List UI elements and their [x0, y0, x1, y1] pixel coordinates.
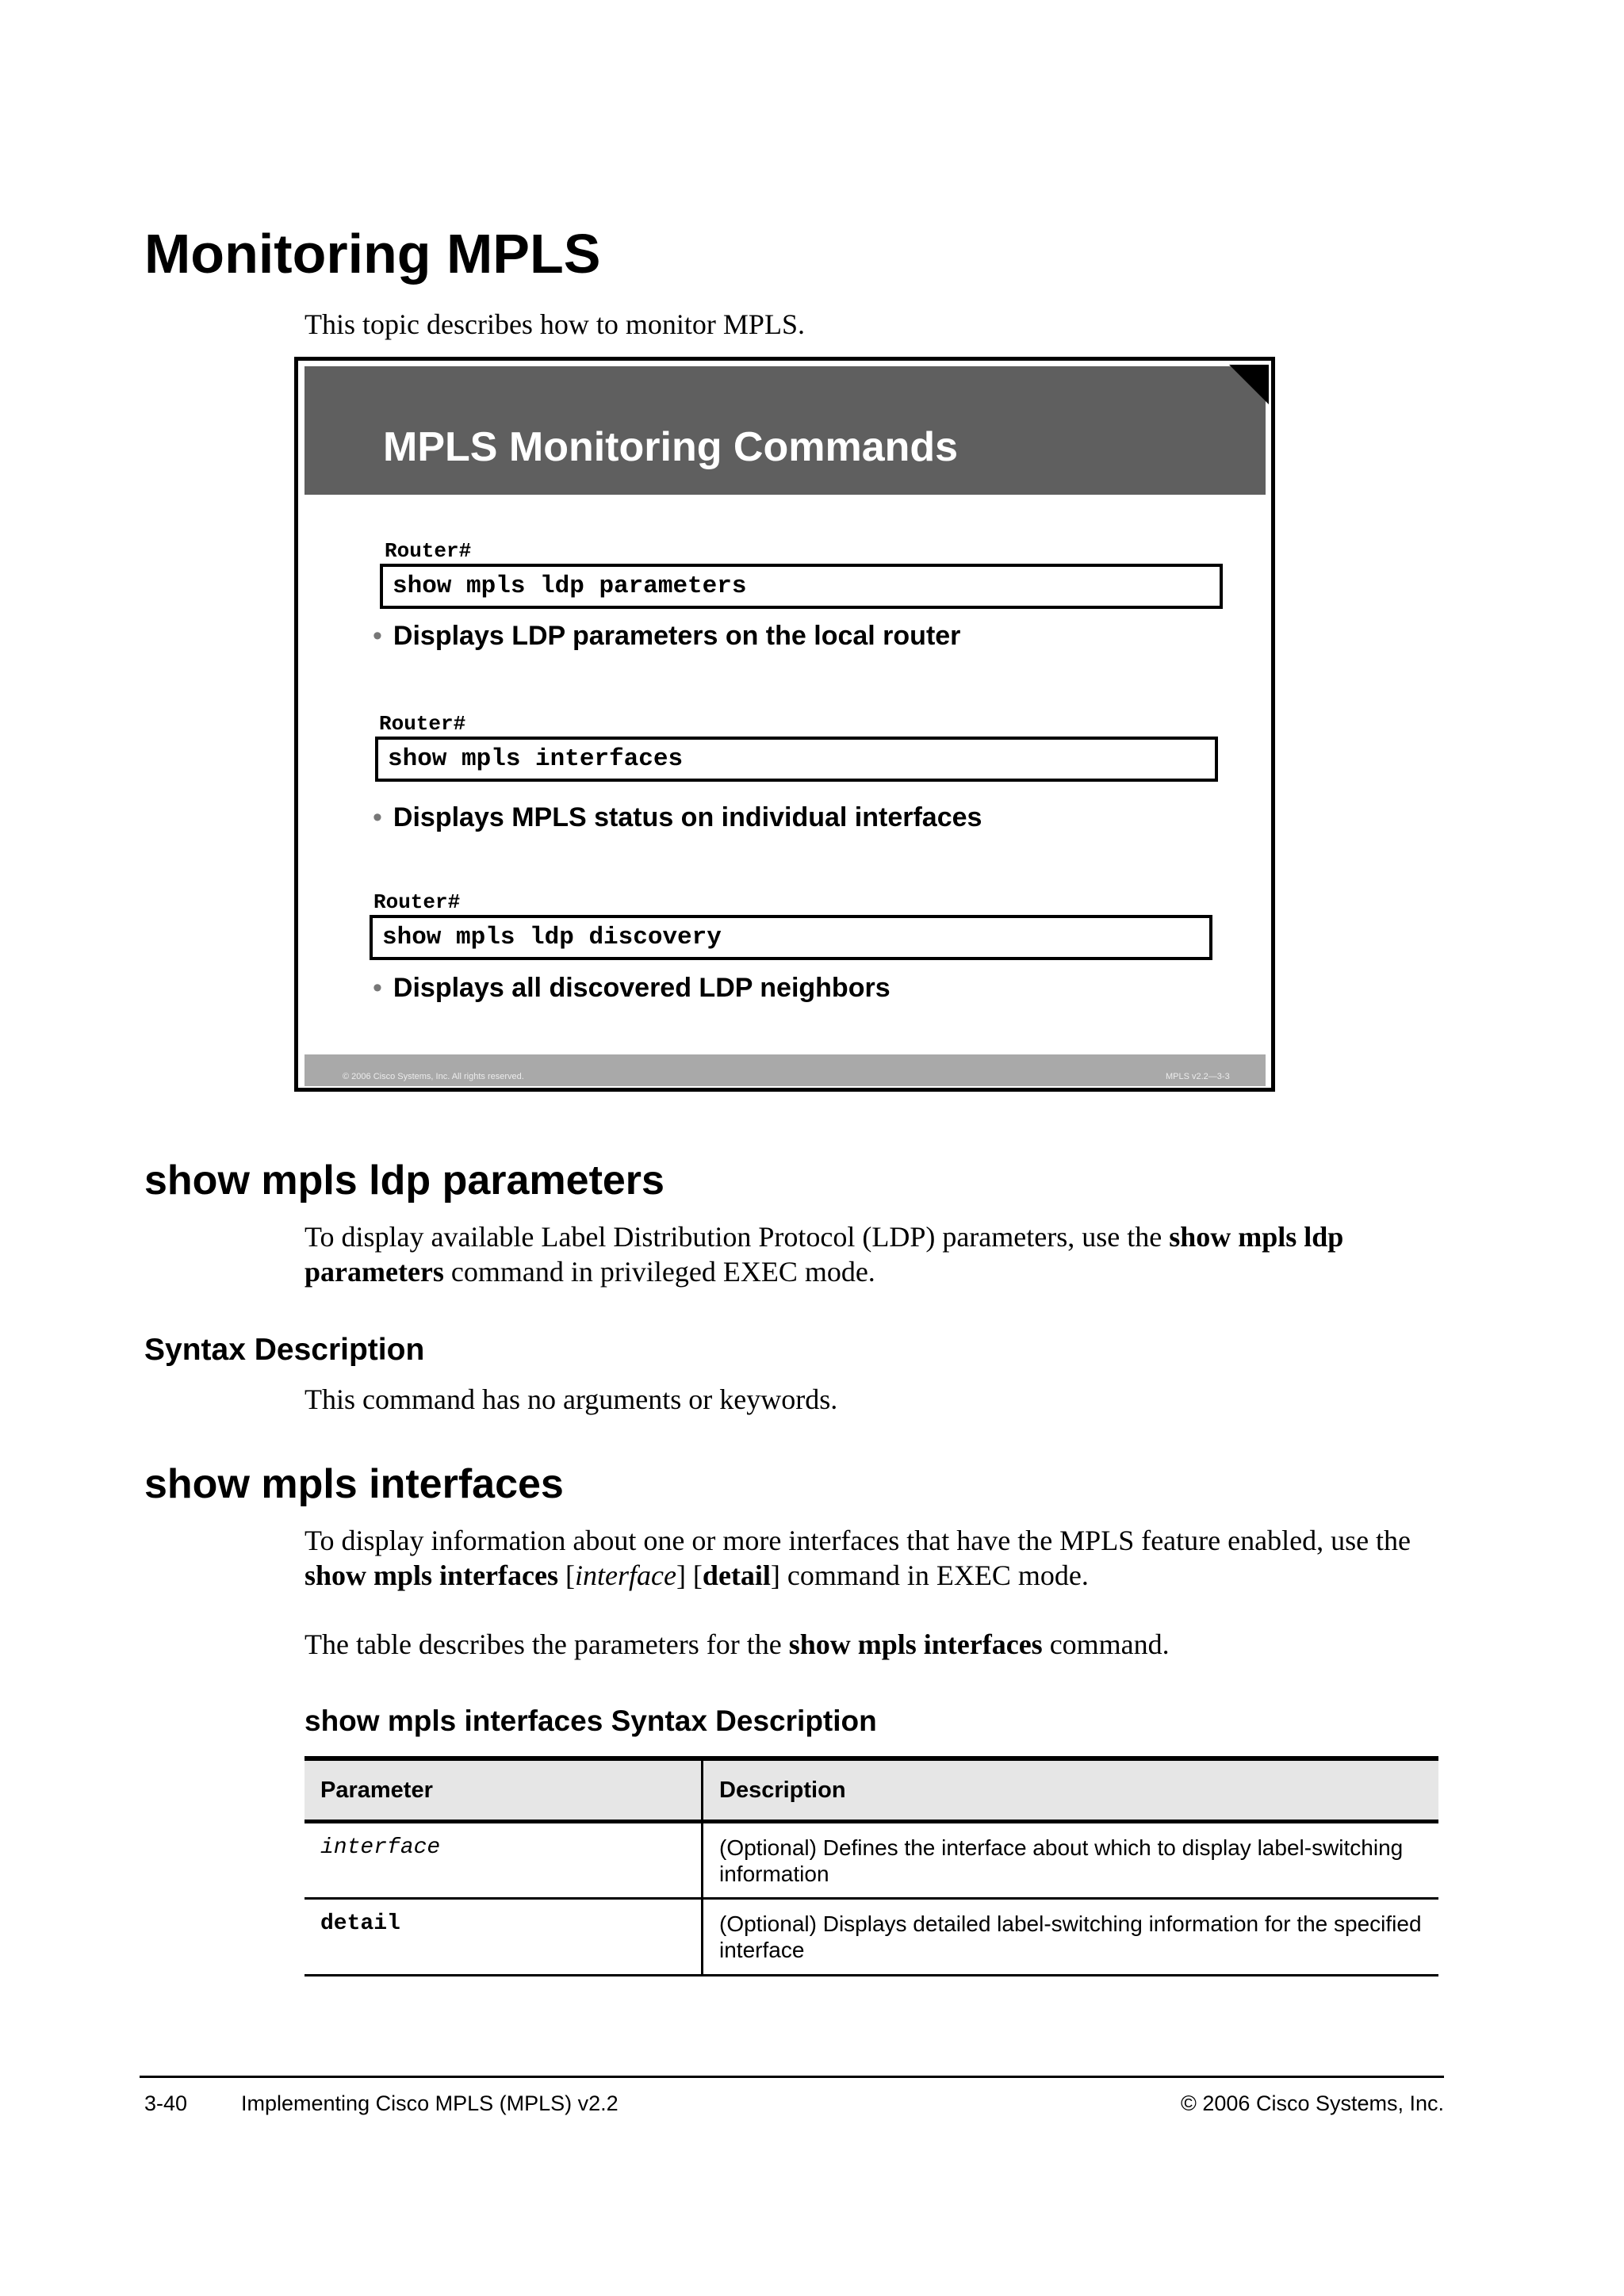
bullet-text: Displays LDP parameters on the local router — [393, 621, 961, 651]
description-cell: (Optional) Displays detailed label-switching information for the specified interface — [703, 1899, 1439, 1976]
bullet-dot-icon: • — [373, 802, 382, 832]
book-title: Implementing Cisco MPLS (MPLS) v2.2 — [241, 2091, 619, 2115]
parameter-cell: interface — [304, 1822, 703, 1899]
subsection-heading: Syntax Description — [144, 1333, 425, 1367]
paragraph: The table describes the parameters for the show mpls interfaces command. — [304, 1628, 1170, 1660]
router-prompt: Router# — [385, 539, 472, 563]
table-row — [304, 1822, 1438, 1899]
paragraph: This command has no arguments or keywords. — [304, 1383, 838, 1415]
command-box: show mpls ldp discovery — [370, 915, 1212, 960]
slide-footer-copyright: © 2006 Cisco Systems, Inc. All rights reserved. — [343, 1072, 524, 1081]
section-heading: show mpls ldp parameters — [144, 1158, 665, 1203]
footer-rule — [140, 2076, 1444, 2078]
paragraph: To display available Label Distribution Protocol (LDP) parameters, use the show mpls ldp parameters command in privileged EXEC mode. — [304, 1221, 1344, 1288]
page-title: Monitoring MPLS — [144, 223, 601, 285]
bullet-dot-icon: • — [373, 973, 382, 1003]
slide-footer-bar — [304, 1054, 1266, 1086]
slide-footer-id: MPLS v2.2—3-3 — [1166, 1072, 1230, 1081]
router-prompt: Router# — [379, 712, 466, 736]
bullet-text: Displays MPLS status on individual interfaces — [393, 802, 982, 832]
description-cell: (Optional) Defines the interface about which to display label-switching information — [703, 1822, 1439, 1899]
page-number: 3-40 — [144, 2091, 188, 2115]
slide-title: MPLS Monitoring Commands — [383, 424, 959, 470]
table-row — [304, 1899, 1438, 1976]
command-box: show mpls ldp parameters — [380, 564, 1223, 609]
slide-bullet — [373, 804, 982, 831]
bullet-text: Displays all discovered LDP neighbors — [393, 973, 891, 1003]
copyright: © 2006 Cisco Systems, Inc. — [1180, 2091, 1444, 2115]
syntax-table — [304, 1756, 1438, 1976]
bullet-dot-icon: • — [373, 621, 382, 651]
slide-bullet — [373, 622, 960, 649]
slide-corner-mark — [1229, 365, 1269, 404]
table-header-row — [304, 1758, 1438, 1822]
intro-text: This topic describes how to monitor MPLS. — [304, 308, 805, 340]
command-box: show mpls interfaces — [375, 737, 1218, 782]
section-heading: show mpls interfaces — [144, 1461, 564, 1507]
table-caption: show mpls interfaces Syntax Description — [304, 1705, 877, 1737]
parameter-cell: detail — [304, 1899, 703, 1976]
paragraph: To display information about one or more interfaces that have the MPLS feature enabled, use the show mpls interfaces [interface] [detail] command in EXEC mode. — [304, 1525, 1411, 1591]
router-prompt: Router# — [373, 890, 461, 914]
column-header: Parameter — [304, 1758, 703, 1822]
slide-bullet — [373, 974, 891, 1001]
column-header: Description — [703, 1758, 1439, 1822]
